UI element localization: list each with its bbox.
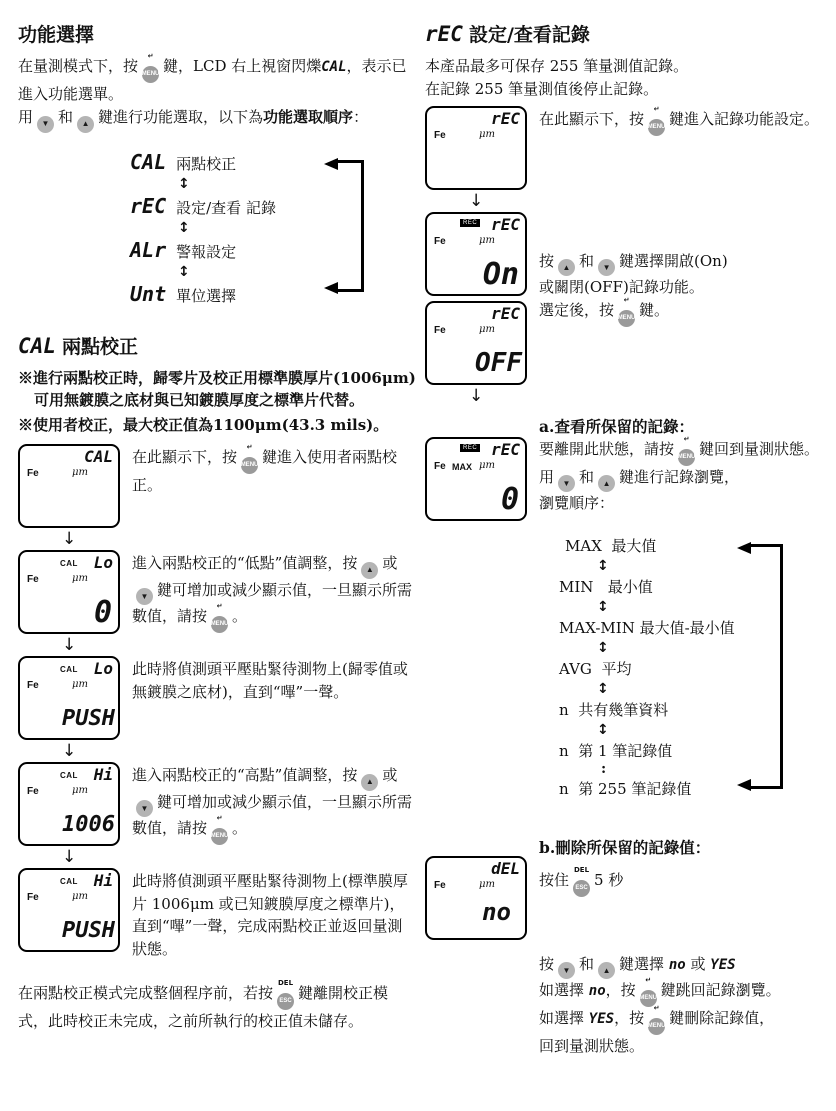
step-text-frag: 鍵進入使用者兩點校正。 — [132, 448, 398, 495]
lcd-unit: μm — [479, 878, 495, 890]
rec-intro-line1: 本產品最多可保存 255 筆量測值記錄。 — [425, 57, 689, 75]
lcd-cal-indicator: CAL — [60, 877, 78, 887]
left-arrowhead-icon — [737, 542, 751, 554]
rec-segment-text: rEC — [130, 193, 167, 218]
up-key-icon: ▲ — [77, 116, 94, 133]
down-key-icon: ▼ — [136, 800, 153, 817]
step-text-frag: 或關閉(OFF)記錄功能。 — [539, 278, 704, 296]
browse-label: 第 255 筆記錄值 — [578, 779, 692, 798]
up-key-icon: ▲ — [361, 562, 378, 579]
step-text-frag: 或 — [382, 554, 398, 573]
updown-arrow-icon: ↕ — [597, 680, 609, 697]
step-text: 此時將偵測頭平壓貼緊待測物上(歸零值或無鍍膜之底材)，直到“嗶”一聲。 — [132, 660, 408, 701]
up-key — [598, 957, 615, 980]
lcd-unit: μm — [479, 234, 495, 246]
cal-note-1: ※進行兩點校正時，歸零片及校正用標準膜厚片(1006μm)可用無鍍膜之底材與已知鍍膜厚度之標準片代替。 — [18, 368, 416, 410]
lcd-value: On — [482, 256, 519, 292]
lcd-fe-indicator: Fe — [27, 680, 39, 692]
left-arrowhead-icon — [324, 282, 338, 294]
down-key-icon: ▼ — [136, 588, 153, 605]
lcd-display-hi-1006 — [18, 762, 120, 846]
step-text — [132, 444, 416, 497]
intro-bold-text: 功能選取順序 — [263, 108, 354, 127]
browse-label: 最大值 — [611, 536, 657, 555]
step-text-frag: 選定後，按 — [539, 300, 615, 319]
view-records-block — [425, 413, 827, 521]
step-text-frag: 要離開此狀態，請按 — [539, 439, 675, 458]
lcd-unit: μm — [479, 459, 495, 471]
lcd-display-lo-push — [18, 656, 120, 740]
rec-step-2 — [425, 212, 827, 385]
lcd-mode-hi: Hi — [93, 871, 113, 891]
down-arrow-icon: ↓ — [62, 529, 77, 550]
step-text-frag: 如選擇 — [539, 981, 585, 1000]
lcd-display-cal — [18, 444, 120, 528]
menu-item-label: 單位選擇 — [176, 286, 237, 305]
lcd-fe-indicator: Fe — [434, 235, 446, 247]
up-key — [77, 110, 94, 133]
footer-text-frag: 鍵離開校正模式，此時校正未完成，之前所執行的校正值未儲存。 — [18, 984, 389, 1031]
lcd-display-max-0 — [425, 437, 527, 521]
lcd-cal-indicator: CAL — [60, 771, 78, 781]
lcd-unit: μm — [72, 679, 88, 691]
lcd-fe-indicator: Fe — [27, 468, 39, 480]
down-key-icon: ▼ — [558, 475, 575, 492]
lcd-unit: μm — [479, 323, 495, 335]
step-text — [132, 762, 416, 845]
del-label: DEL — [573, 865, 590, 874]
unt-segment-text: Unt — [130, 281, 167, 306]
up-key — [361, 768, 378, 791]
delete-choice-paragraph — [539, 953, 827, 1058]
menu-item-alr — [130, 238, 416, 262]
function-menu-diagram — [18, 150, 416, 306]
enter-arrow-icon: ↵ — [623, 295, 630, 304]
lcd-mode-lo: Lo — [93, 659, 113, 679]
intro-text: ： — [353, 108, 369, 127]
down-key — [598, 254, 615, 277]
lcd-display-lo-0 — [18, 550, 120, 634]
step-text: 此時將偵測頭平壓貼緊待測物上(標準膜厚片 1006μm 或已知鍍膜厚度之標準片)，直到“嗶”一聲，完成兩點校正並返回量測狀態。 — [132, 872, 408, 958]
down-key-icon: ▼ — [37, 116, 54, 133]
up-key — [361, 556, 378, 579]
section-title-rec — [425, 20, 827, 47]
updown-arrow-icon: ↕ — [597, 639, 609, 656]
lcd-stack — [425, 212, 527, 385]
up-key-icon: ▲ — [598, 475, 615, 492]
lcd-fe-indicator: Fe — [434, 879, 446, 891]
intro-text: 在量測模式下，按 — [18, 57, 139, 75]
browse-label: 第 1 筆記錄值 — [578, 741, 673, 760]
menu-item-label: 設定/查看 記錄 — [176, 198, 276, 217]
lcd-fe-indicator: Fe — [434, 324, 446, 336]
step-text-frag: 或 — [382, 766, 398, 785]
menu-key-icon: MENU — [241, 457, 258, 474]
menu-key — [677, 434, 696, 466]
lcd-value: 0 — [93, 595, 112, 631]
menu-key — [210, 602, 229, 633]
menu-key-icon: MENU — [648, 119, 665, 136]
section-title-function-select: 功能選擇 — [18, 24, 95, 46]
right-column — [425, 20, 827, 1058]
cal-segment-text: CAL — [130, 149, 167, 174]
left-column — [18, 20, 416, 1034]
menu-key — [141, 52, 160, 83]
lcd-unit: μm — [479, 128, 495, 140]
cal-footer-paragraph — [18, 979, 416, 1033]
menu-key-icon: MENU — [142, 66, 159, 83]
down-arrow-icon: ↓ — [469, 385, 484, 406]
intro-text: 鍵進行功能選取，以下為 — [98, 108, 264, 127]
step-text-frag: 按 — [539, 251, 555, 270]
lcd-fe-indicator: Fe — [434, 460, 446, 472]
browse-order-diagram — [425, 535, 827, 800]
browse-label: 共有幾筆資料 — [578, 700, 669, 719]
browse-latin: n — [559, 700, 569, 719]
delete-records-block — [425, 834, 827, 1058]
updown-arrow-icon: ↕ — [597, 721, 609, 738]
lcd-mode-del: dEL — [491, 858, 520, 878]
step-text-frag: 如選擇 — [539, 1009, 585, 1028]
down-key-icon: ▼ — [558, 962, 575, 979]
cal-step-1 — [18, 444, 416, 528]
updown-arrow-icon: ↕ — [597, 598, 609, 615]
down-arrow-icon: ↓ — [62, 741, 77, 762]
lcd-display-off — [425, 301, 527, 385]
browse-latin: n — [559, 779, 569, 798]
enter-arrow-icon: ↵ — [683, 434, 690, 443]
lcd-holder — [425, 413, 527, 521]
menu-key-icon: MENU — [618, 310, 635, 327]
cal-step-5 — [18, 868, 416, 960]
browse-item-n-count — [559, 699, 827, 721]
step-text-frag: 5 秒 — [594, 870, 624, 889]
down-key — [558, 957, 575, 980]
cal-step-3 — [18, 656, 416, 740]
enter-arrow-icon: ↵ — [147, 52, 154, 60]
lcd-cal-indicator: CAL — [60, 559, 78, 569]
browse-item-maxmin — [559, 617, 827, 639]
rec-badge: REC — [460, 219, 480, 227]
lcd-value: 1006 — [62, 812, 115, 838]
lcd-value: PUSH — [62, 918, 115, 944]
menu-item-rec — [130, 194, 416, 218]
rec-intro-line2: 在記錄 255 筆量測值後停止記錄。 — [425, 80, 659, 99]
updown-arrow-icon: ↕ — [178, 175, 190, 192]
lcd-mode-hi: Hi — [93, 765, 113, 785]
step-text-frag: 鍵選擇開啟(On) — [619, 251, 728, 270]
delete-records-title: b.刪除所保留的記錄值： — [539, 837, 711, 857]
step-text-frag: 鍵。 — [639, 300, 670, 319]
step-text-frag: 鍵選擇 — [619, 954, 665, 973]
menu-key — [617, 295, 636, 327]
cal-step-4 — [18, 762, 416, 846]
menu-item-label: 警報設定 — [176, 242, 237, 261]
step-text-frag: 和 — [579, 954, 595, 973]
lcd-unit: μm — [72, 573, 88, 585]
lcd-fe-indicator: Fe — [434, 129, 446, 141]
no-segment-text: no — [668, 956, 686, 973]
enter-arrow-icon: ↵ — [653, 104, 660, 113]
step-text-frag: 按 — [539, 954, 555, 973]
lcd-display-del-no — [425, 856, 527, 940]
step-text-frag: 進入兩點校正的“低點”值調整，按 — [132, 554, 358, 573]
menu-key-icon: MENU — [211, 616, 228, 633]
step-text — [539, 212, 827, 327]
view-records-text — [539, 413, 827, 515]
lcd-cal-indicator: CAL — [60, 665, 78, 675]
hold-esc-line — [539, 865, 827, 897]
lcd-value: no — [482, 897, 511, 926]
lcd-display-hi-push — [18, 868, 120, 952]
cal-segment-text: CAL — [321, 59, 347, 75]
menu-key-icon: MENU — [640, 990, 657, 1007]
down-key — [136, 583, 153, 606]
left-arrowhead-icon — [737, 779, 751, 791]
enter-arrow-icon: ↵ — [653, 1004, 660, 1013]
lcd-value: 0 — [500, 481, 519, 517]
step-text-frag: 和 — [579, 467, 595, 486]
step-text-frag: 回到量測狀態。 — [539, 1037, 645, 1056]
menu-item-unt — [130, 282, 416, 306]
enter-arrow-icon: ↵ — [645, 976, 652, 985]
step-text — [132, 550, 416, 633]
browse-latin: MAX — [565, 536, 602, 555]
step-text-frag: 鍵回到量測狀態。 — [699, 439, 820, 458]
rec-badge: REC — [460, 444, 480, 452]
section-title-cal — [18, 332, 416, 359]
lcd-mode-rec: rEC — [491, 214, 520, 234]
up-key-icon: ▲ — [598, 962, 615, 979]
down-key-icon: ▼ — [598, 259, 615, 276]
browse-item-avg — [559, 658, 827, 680]
yes-segment-text: YES — [588, 1011, 615, 1028]
step-text-frag: 或 — [690, 954, 706, 973]
intro-text: ，表示已進入功能選單。 — [18, 57, 407, 104]
browse-loop-bracket — [750, 544, 783, 789]
section-title-text: 兩點校正 — [61, 335, 138, 358]
browse-item-n-first — [559, 740, 827, 762]
cal-step-2 — [18, 550, 416, 634]
up-key — [598, 470, 615, 493]
step-text-frag: 鍵進行記錄瀏覽， — [619, 467, 740, 486]
section-title-text: 設定/查看記錄 — [468, 24, 590, 46]
step-text-frag: 瀏覽順序： — [539, 494, 615, 513]
lcd-unit: μm — [72, 891, 88, 903]
step-text-frag: 。 — [232, 607, 248, 626]
step-text-frag: 。 — [232, 819, 248, 838]
view-records-title: a.查看所保留的記錄： — [539, 416, 694, 436]
lcd-mode-rec: rEC — [491, 303, 520, 323]
updown-arrow-icon: ↕ — [597, 557, 609, 574]
esc-key-icon: ESC — [277, 993, 294, 1010]
cal-segment-text: CAL — [18, 333, 56, 358]
menu-loop-bracket — [337, 160, 364, 292]
menu-key-icon: MENU — [678, 449, 695, 466]
menu-key — [647, 1004, 666, 1035]
down-arrow-icon: ↓ — [62, 847, 77, 868]
step-text-frag: 和 — [579, 251, 595, 270]
intro-paragraph — [18, 52, 416, 134]
delete-records-text — [539, 834, 827, 1058]
lcd-fe-indicator: Fe — [27, 892, 39, 904]
menu-item-cal — [130, 150, 416, 174]
enter-arrow-icon: ↵ — [216, 602, 223, 611]
browse-latin: MIN — [559, 577, 594, 596]
lcd-holder — [425, 834, 527, 940]
cal-note-2: ※使用者校正，最大校正值為1100μm(43.3 mils)。 — [18, 415, 389, 434]
step-text-frag: 在此顯示下，按 — [539, 109, 645, 128]
updown-arrow-icon: ↕ — [178, 219, 190, 236]
step-text-frag: 鍵可增加或減少顯示值，一旦顯示所需數值，請按 — [132, 580, 413, 626]
footer-text-frag: 在兩點校正模式完成整個程序前，若按 — [18, 984, 274, 1003]
menu-key — [647, 104, 666, 136]
yes-segment-text: YES — [710, 956, 736, 973]
enter-arrow-icon: ↵ — [246, 443, 253, 452]
step-text-frag: 進入兩點校正的“高點”值調整，按 — [132, 766, 358, 785]
down-key — [558, 470, 575, 493]
enter-arrow-icon: ↵ — [216, 814, 223, 823]
step-text-frag: 鍵跳回記錄瀏覽。 — [660, 981, 781, 1000]
alr-segment-text: ALr — [130, 237, 167, 262]
no-segment-text: no — [588, 983, 606, 1000]
lcd-fe-indicator: Fe — [27, 574, 39, 586]
menu-key — [240, 443, 259, 474]
step-text-frag: 鍵刪除記錄值， — [669, 1009, 775, 1028]
updown-arrow-icon: ↕ — [178, 263, 190, 280]
intro-text: 鍵，LCD 右上視窗閃爍 — [163, 57, 322, 75]
step-text-frag: ，按 — [605, 981, 636, 1000]
menu-key — [210, 814, 229, 845]
down-key — [37, 110, 54, 133]
up-key-icon: ▲ — [361, 774, 378, 791]
step-text-frag: 鍵進入記錄功能設定。 — [669, 109, 820, 128]
lcd-mode-rec: rEC — [491, 108, 520, 128]
up-key — [558, 254, 575, 277]
esc-key-icon: ESC — [573, 880, 590, 897]
down-arrow-icon: ↓ — [62, 635, 77, 656]
browse-latin: n — [559, 741, 569, 760]
ellipsis-dots: : — [601, 760, 607, 777]
left-arrowhead-icon — [324, 158, 338, 170]
lcd-display-rec — [425, 106, 527, 190]
esc-key — [277, 979, 294, 1010]
lcd-display-on — [425, 212, 527, 296]
menu-key-icon: MENU — [211, 828, 228, 845]
lcd-unit: μm — [72, 785, 88, 797]
lcd-value: OFF — [475, 347, 522, 378]
step-text-frag: 鍵可增加或減少顯示值，一旦顯示所需數值，請按 — [132, 792, 413, 838]
browse-latin: MAX-MIN — [559, 618, 635, 637]
step-text-frag: 在此顯示下，按 — [132, 448, 238, 467]
rec-step-1 — [425, 106, 827, 190]
step-text-frag: ，按 — [614, 1009, 645, 1028]
browse-label: 最大值-最小值 — [639, 618, 735, 637]
menu-key-icon: MENU — [648, 1018, 665, 1035]
lcd-mode-lo: Lo — [93, 553, 113, 573]
step-text — [539, 106, 827, 136]
step-text-frag: 用 — [539, 467, 555, 486]
browse-item-n-last — [559, 778, 827, 800]
step-text-frag: 按住 — [539, 870, 570, 889]
lcd-fe-indicator: Fe — [27, 786, 39, 798]
lcd-value: PUSH — [62, 706, 115, 732]
browse-label: 平均 — [601, 659, 632, 678]
lcd-unit: μm — [72, 467, 88, 479]
menu-item-label: 兩點校正 — [176, 154, 237, 173]
rec-segment-text: rEC — [425, 22, 463, 46]
browse-label: 最小值 — [607, 577, 653, 596]
down-key — [136, 795, 153, 818]
browse-item-min — [559, 576, 827, 598]
down-arrow-icon: ↓ — [469, 190, 484, 211]
lcd-mode-cal: CAL — [84, 447, 113, 467]
browse-latin: AVG — [559, 659, 592, 678]
esc-key — [573, 865, 590, 897]
lcd-max-indicator: MAX — [452, 461, 472, 472]
up-key-icon: ▲ — [558, 259, 575, 276]
intro-text: 用 — [18, 108, 34, 127]
del-label: DEL — [277, 979, 294, 988]
intro-text: 和 — [58, 108, 74, 127]
browse-item-max — [565, 535, 827, 557]
lcd-mode-rec: rEC — [491, 439, 520, 459]
